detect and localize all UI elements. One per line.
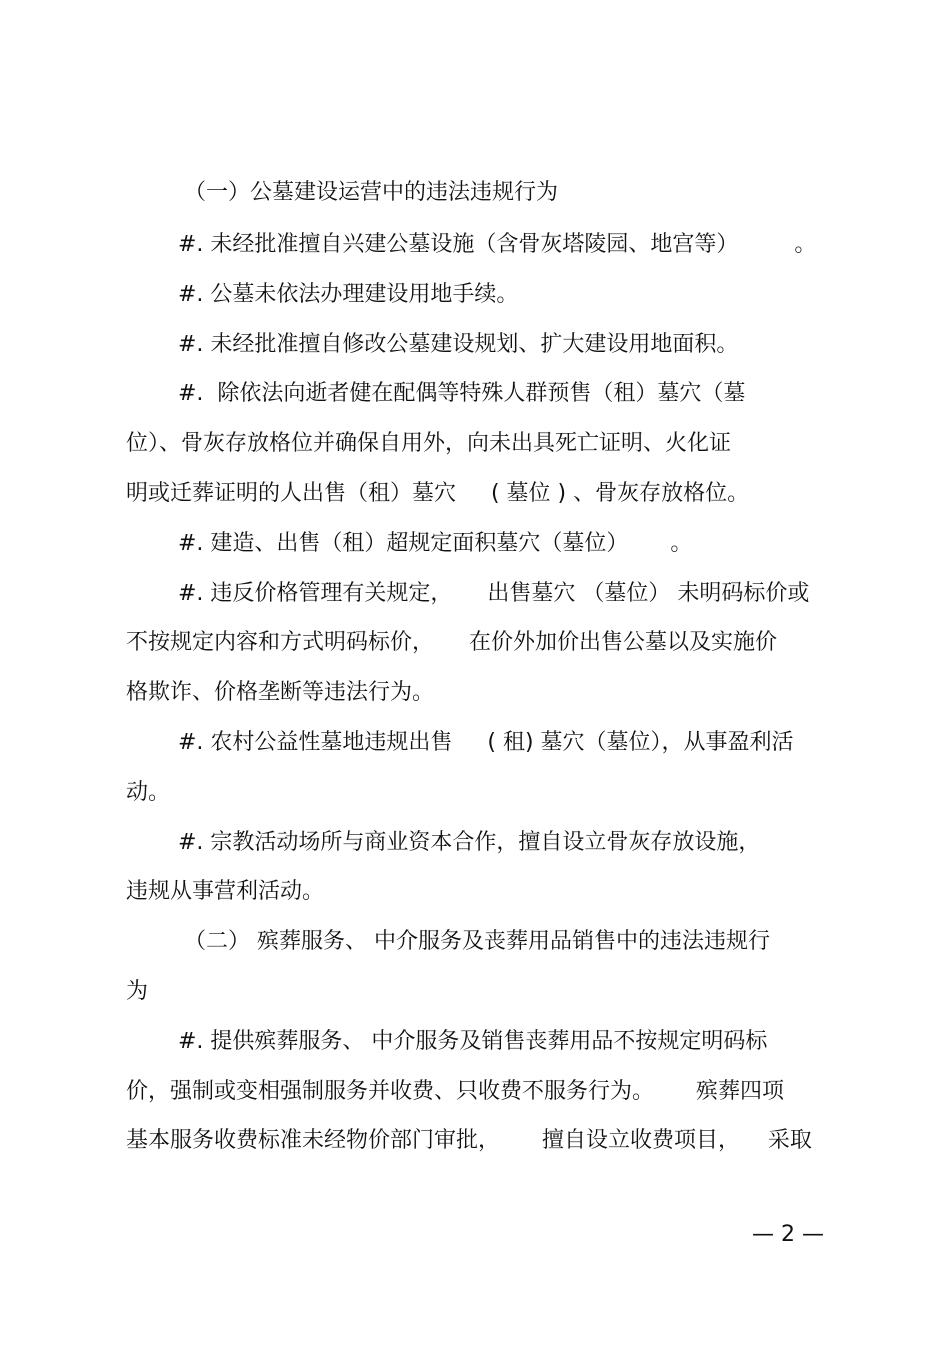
- list-item: #. 违反价格管理有关规定， 出售墓穴 （墓位） 未明码标价或: [178, 581, 810, 606]
- text-line: 违规从事营利活动。: [126, 879, 325, 904]
- section-heading-1: （一）公墓建设运营中的违法违规行为: [184, 180, 559, 205]
- list-item: #. 除依法向逝者健在配偶等特殊人群预售（租）墓穴（墓: [178, 381, 746, 406]
- list-item: #. 农村公益性墓地违规出售 ( 租) 墓穴（墓位），从事盈利活: [178, 730, 794, 755]
- list-item: #. 提供殡葬服务、 中介服务及销售丧葬用品不按规定明码标: [178, 1029, 768, 1054]
- text-line: 为: [126, 979, 149, 1004]
- list-item: #. 公墓未依法办理建设用地手续。: [178, 282, 519, 307]
- text-line: 不按规定内容和方式明码标价， 在价外加价出售公墓以及实施价: [126, 630, 777, 655]
- text-line: 明或迁葬证明的人出售（租）墓穴 ( 墓位 ) 、骨灰存放格位。: [126, 481, 750, 506]
- text-line: 位）、骨灰存放格位并确保自用外，向未出具死亡证明、火化证: [126, 431, 732, 456]
- text-line: 基本服务收费标准未经物价部门审批， 擅自设立收费项目， 采取: [126, 1128, 812, 1153]
- list-item: #. 宗教活动场所与商业资本合作，擅自设立骨灰存放设施，: [178, 830, 761, 855]
- list-item: #. 未经批准擅自修改公墓建设规划、扩大建设用地面积。: [178, 332, 739, 357]
- text-line: 动。: [126, 780, 171, 805]
- text-line: 格欺诈、价格垄断等违法行为。: [126, 680, 435, 705]
- page-number: — 2 —: [752, 1222, 824, 1247]
- text-line: 价，强制或变相强制服务并收费、只收费不服务行为。 殡葬四项: [126, 1079, 784, 1104]
- list-item: #. 建造、出售（租）超规定面积墓穴（墓位） 。: [178, 531, 693, 556]
- section-heading-2: （二） 殡葬服务、 中介服务及丧葬用品销售中的违法违规行: [184, 929, 770, 954]
- list-item: #. 未经批准擅自兴建公墓设施（含骨灰塔陵园、地宫等） 。: [178, 232, 817, 257]
